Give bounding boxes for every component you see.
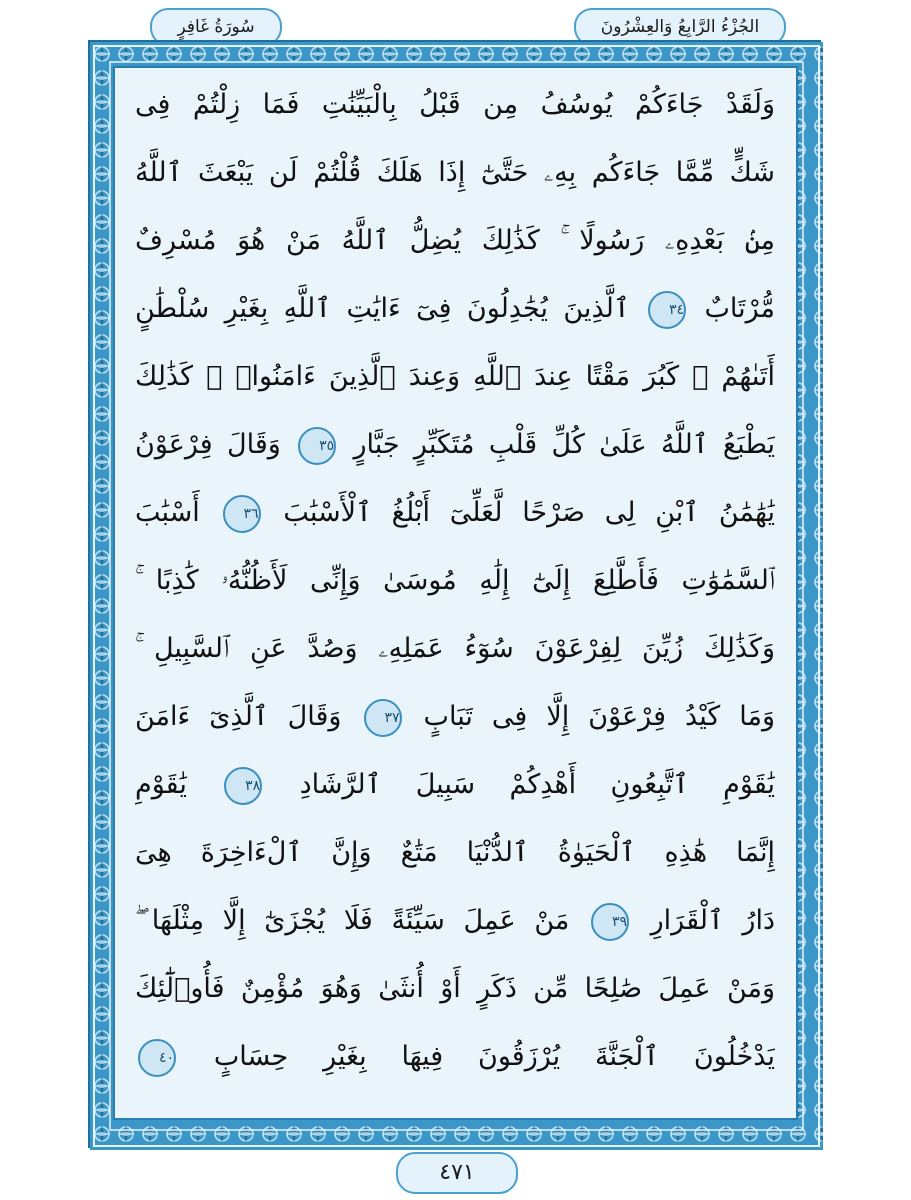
line-text: وَمَا كَيْدُ فِرْعَوْنَ إِلَّا فِى تَبَابٍ — [423, 701, 775, 732]
text-line — [135, 140, 775, 206]
text-line — [135, 888, 775, 954]
text-line — [135, 412, 775, 478]
text-line — [135, 480, 775, 546]
ayah-number-marker: ٣٤ — [648, 291, 686, 329]
line-text: يَٰهَٰمَٰنُ ٱبْنِ لِى صَرْحًا لَّعَلِّىٓ أَبْلُغُ ٱلْأَسْبَٰبَ — [283, 497, 775, 528]
page-number: ٤٧١ — [396, 1152, 518, 1194]
ayah-number-marker: ٣٧ — [364, 699, 402, 737]
line-text: يَٰقَوْمِ ٱتَّبِعُونِ أَهْدِكُمْ سَبِيلَ ٱلرَّشَادِ — [299, 769, 775, 800]
text-line — [135, 1024, 775, 1090]
line-text: أَتَىٰهُمْ ۖ كَبُرَ مَقْتًا عِندَ ٱللَّهِ وَعِندَ ٱلَّذِينَ ءَامَنُوا۟ ۚ كَذَٰلِكَ — [135, 361, 775, 392]
ayah-number-marker: ٣٦ — [223, 495, 261, 533]
line-text: ٱلسَّمَٰوَٰتِ فَأَطَّلِعَ إِلَىٰٓ إِلَٰهِ مُوسَىٰ وَإِنِّى لَأَظُنُّهُۥ كَٰذِبًا ۚ — [135, 565, 775, 596]
line-text-after: وَقَالَ فِرْعَوْنُ — [135, 429, 281, 460]
text-line — [135, 208, 775, 274]
line-text-after: يَٰقَوْمِ — [135, 769, 187, 800]
text-line — [135, 956, 775, 1022]
text-line — [135, 548, 775, 614]
surah-label: سُورَةُ غَافِرٍ — [150, 8, 282, 46]
text-line — [135, 684, 775, 750]
line-text: دَارُ ٱلْقَرَارِ — [650, 905, 775, 936]
juz-label: الجُزْءُ الرَّابِعُ وَالعِشْرُونَ — [574, 8, 786, 46]
line-text-after: ٱلَّذِينَ يُجَٰدِلُونَ فِىٓ ءَايَٰتِ ٱللَّهِ بِغَيْرِ سُلْطَٰنٍ — [135, 293, 630, 324]
line-text: إِنَّمَا هَٰذِهِ ٱلْحَيَوٰةُ ٱلدُّنْيَا مَتَٰعٌ وَإِنَّ ٱلْءَاخِرَةَ هِىَ — [135, 837, 775, 868]
ayah-number-marker: ٤٠ — [138, 1039, 176, 1077]
line-text: وَلَقَدْ جَاءَكُمْ يُوسُفُ مِن قَبْلُ بِالْبَيِّنَٰتِ فَمَا زِلْتُمْ فِى — [135, 89, 775, 120]
text-line — [135, 72, 775, 138]
line-text-after: مَنْ عَمِلَ سَيِّئَةً فَلَا يُجْزَىٰٓ إِلَّا مِثْلَهَا ۖ — [135, 905, 570, 936]
line-text-after: أَسْبَٰبَ — [135, 497, 200, 528]
text-line — [135, 752, 775, 818]
line-text: وَكَذَٰلِكَ زُيِّنَ لِفِرْعَوْنَ سُوٓءُ عَمَلِهِۦ وَصُدَّ عَنِ ٱلسَّبِيلِ ۚ — [135, 633, 775, 664]
ayah-number-marker: ٣٥ — [298, 427, 336, 465]
line-text: يَدْخُلُونَ ٱلْجَنَّةَ يُرْزَقُونَ فِيهَا بِغَيْرِ حِسَابٍ — [213, 1041, 775, 1072]
text-line — [135, 344, 775, 410]
text-line — [135, 820, 775, 886]
line-text: مِنۢ بَعْدِهِۦ رَسُولًا ۚ كَذَٰلِكَ يُضِلُّ ٱللَّهُ مَنْ هُوَ مُسْرِفٌ — [135, 225, 775, 256]
line-text: شَكٍّ مِّمَّا جَاءَكُم بِهِۦ حَتَّىٰٓ إِذَا هَلَكَ قُلْتُمْ لَن يَبْعَثَ ٱللَّهُ — [135, 157, 775, 188]
text-line — [135, 276, 775, 342]
line-text: يَطْبَعُ ٱللَّهُ عَلَىٰ كُلِّ قَلْبِ مُتَكَبِّرٍ جَبَّارٍ — [353, 429, 775, 460]
ayah-number-marker: ٣٩ — [591, 903, 629, 941]
quran-text — [118, 70, 793, 1116]
line-text-after: وَقَالَ ٱلَّذِىٓ ءَامَنَ — [135, 701, 342, 732]
ayah-number-marker: ٣٨ — [224, 767, 262, 805]
line-text: مُّرْتَابٌ — [704, 293, 775, 324]
line-text: وَمَنْ عَمِلَ صَٰلِحًا مِّن ذَكَرٍ أَوْ أُنثَىٰ وَهُوَ مُؤْمِنٌ فَأُو۟لَٰٓئِكَ — [135, 973, 775, 1004]
text-line — [135, 616, 775, 682]
